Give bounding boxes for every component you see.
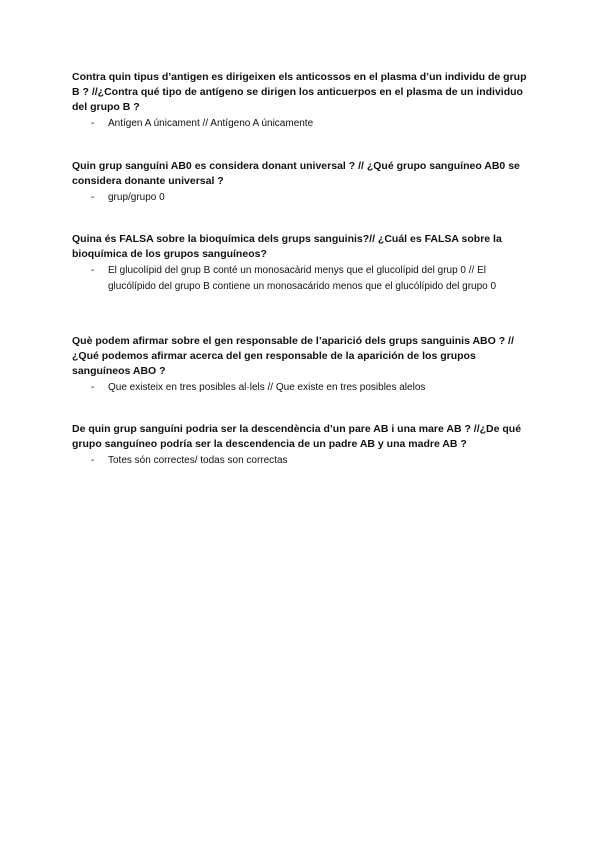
- answer-list: [72, 190, 532, 206]
- question-text: Quina és FALSA sobre la bioquímica dels grups sanguinis?// ¿Cuál es FALSA sobre la bioquímica de los grupos sanguíneos?: [72, 233, 502, 260]
- answer-list: [72, 380, 532, 396]
- bullet-dash: -: [91, 118, 95, 129]
- bullet-dash: -: [91, 265, 95, 276]
- answer-text: grup/grupo 0: [108, 192, 165, 203]
- bullet-dash: -: [91, 455, 95, 466]
- bullet-dash: -: [91, 192, 95, 203]
- question-text: Què podem afirmar sobre el gen responsable de l’aparició dels grups sanguinis ABO ? // ¿Qué podemos afirmar acerca del gen responsable de la aparición de los grupos sanguíneos ABO ?: [72, 335, 514, 377]
- question-text: Quin grup sanguíni AB0 es considera donant universal ? // ¿Qué grupo sanguíneo AB0 se considera donante universal ?: [72, 160, 520, 187]
- question-block-5: [72, 422, 532, 469]
- answer-list: [72, 116, 532, 132]
- answer-item: [72, 116, 532, 132]
- answer-list: [72, 263, 532, 295]
- answer-text: Que existeix en tres posibles al·lels // Que existe en tres posibles alelos: [108, 382, 426, 393]
- answer-item: [72, 263, 532, 295]
- question-block-4: [72, 334, 532, 396]
- question-text: Contra quin tipus d’antigen es dirigeixen els anticossos en el plasma d’un individu de grup B ? //¿Contra qué tipo de antígeno se dirigen los anticuerpos en el plasma de un individuo del grupo B ?: [72, 71, 527, 113]
- answer-text: Totes són correctes/ todas son correctas: [108, 455, 288, 466]
- answer-item: [72, 190, 532, 206]
- question-block-3: [72, 232, 532, 295]
- answer-text: El glucolípid del grup B conté un monosacàrid menys que el glucolípid del grup 0 // El glucólípido del grupo B contiene un monosacárido menos que el glucólípido del grupo 0: [108, 265, 497, 292]
- answer-text: Antígen A únicament // Antígeno A únicamente: [108, 118, 314, 129]
- question-text: De quin grup sanguíni podria ser la descendència d’un pare AB i una mare AB ? //¿De qué grupo sanguíneo podría ser la descendencia de un padre AB y una madre AB ?: [72, 423, 522, 450]
- answer-item: [72, 453, 532, 469]
- bullet-dash: -: [91, 382, 95, 393]
- answer-item: [72, 380, 532, 396]
- question-block-1: [72, 70, 532, 132]
- question-block-2: [72, 159, 532, 206]
- answer-list: [72, 453, 532, 469]
